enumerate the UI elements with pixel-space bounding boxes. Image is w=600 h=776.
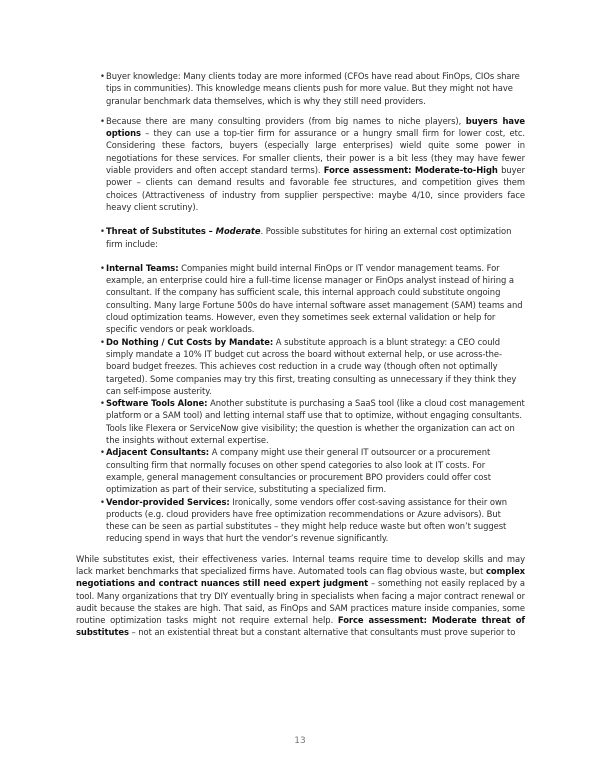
bullet-text: Because there are many consulting providers (from big names to niche players), [106, 115, 466, 126]
bullet-threat-of-substitutes [76, 225, 525, 250]
paragraph-text: – something not easily replaced by a tool. Many organizations that try DIY eventually bring in specialists when facing a major contract renewal or audit because the stakes are high. That said, as FinOps and SAM practices mature inside companies, some routine optimization tasks might not require external help. [76, 578, 526, 626]
bullet-marker: • [100, 226, 105, 237]
bullet-marker: • [100, 262, 105, 273]
item-heading: Adjacent Consultants: [106, 447, 210, 458]
item-heading: Do Nothing / Cut Costs by Mandate: [106, 336, 274, 347]
bullet-text: – they can use a top-tier firm for assurance or a hungry small firm for lower cost, etc. Considering these factors, buyers (especially large enterprises) wield quite some power in negotiations for these services. For smaller clients, their power is a bit less (they may have fewer viable providers and often accept standard terms). [106, 128, 525, 176]
bullet-marker: • [100, 447, 105, 458]
list-item [76, 397, 525, 446]
force-assessment: Force assessment: Moderate threat of substitutes [76, 615, 525, 638]
list-item [76, 446, 525, 495]
closing-paragraph [76, 553, 525, 639]
item-heading: Internal Teams: [106, 262, 179, 273]
item-text: Ironically, some vendors offer cost-saving assistance for their own products (e.g. cloud providers have free optimization recommendations or Azure advisors). But these can be seen as partial substitutes – they might help reduce waste but often won’t suggest reducing spend in ways that hurt the vendor’s revenue significantly. [106, 496, 507, 544]
bullet-buyer-options [76, 115, 525, 213]
page-content [76, 70, 525, 639]
item-text: Companies might build internal FinOps or IT vendor management teams. For example, an enterprise could hire a full-time license manager or FinOps analyst instead of hiring a consultant. If the company has sufficient scale, this internal approach could substitute ongoing consulting. Many large Fortune 500s do have internal software asset management (SAM) teams and cloud optimization teams. However, even they sometimes seek external validation or help for specific vendors or peak workloads. [106, 262, 523, 335]
bold-text: complex negotiations and contract nuances still need expert judgment [76, 565, 525, 589]
bullet-marker: • [100, 398, 105, 409]
bullet-marker: • [100, 336, 105, 347]
bullet-buyer-knowledge [76, 70, 525, 107]
force-assessment: Force assessment: Moderate-to-High [323, 165, 498, 176]
paragraph-text: – not an existential threat but a constant alternative that consultants must prove superior to [128, 627, 516, 638]
section-heading: Threat of Substitutes – [106, 226, 216, 237]
item-text: Another substitute is purchasing a SaaS tool (like a cloud cost management platform or a SAM tool) and letting internal staff use that to optimize, without engaging consultants. Tools like Flexera or ServiceNow give visibility; the question is whether the organization can act on the insights without external expertise. [106, 398, 525, 446]
item-text: A company might use their general IT outsourcer or a procurement consulting firm that normally focuses on other spend categories to also look at IT costs. For example, general management consultancies or procurement BPO providers could offer cost optimization as part of their service, substituting a specialized firm. [106, 447, 491, 495]
item-heading: Software Tools Alone: [106, 398, 208, 409]
page-number: 13 [294, 736, 306, 746]
list-item [76, 262, 525, 336]
bullet-text: Buyer knowledge: Many clients today are more informed (CFOs have read about FinOps, CIOs share tips in communities). This knowledge means clients push for more value. But they might not have granular benchmark data themselves, which is why they still need providers. [106, 71, 520, 106]
list-item [76, 496, 525, 545]
item-text: A substitute approach is a blunt strategy: a CEO could simply mandate a 10% IT budget cut across the board without external help, or use across-the-board budget freezes. This achieves cost reduction in a crude way (though often not optimally targeted). Some companies may try this first, treating consulting as unnecessary if they think they can self-impose austerity. [106, 336, 517, 396]
item-heading: Vendor-provided Services: [106, 496, 230, 507]
rating-label: Moderate [215, 226, 261, 237]
list-item [76, 336, 525, 397]
bullet-marker: • [100, 496, 105, 507]
bullet-marker: • [100, 115, 105, 126]
paragraph-text: While substitutes exist, their effectiveness varies. Internal teams require time to develop skills and may lack market benchmarks that specialized firms have. Automated tools can flag obvious waste, but [76, 553, 525, 576]
bullet-text: buyer power – clients can demand results and favorable fee structures, and competition gives them choices (Attractiveness of industry from supplier perspective: maybe 4/10, since providers face heavy client scrutiny). [106, 165, 526, 212]
bullet-text: . Possible substitutes for hiring an external cost optimization firm include: [106, 226, 512, 249]
bold-text: buyers have options [106, 115, 525, 139]
bullet-marker: • [100, 71, 105, 81]
